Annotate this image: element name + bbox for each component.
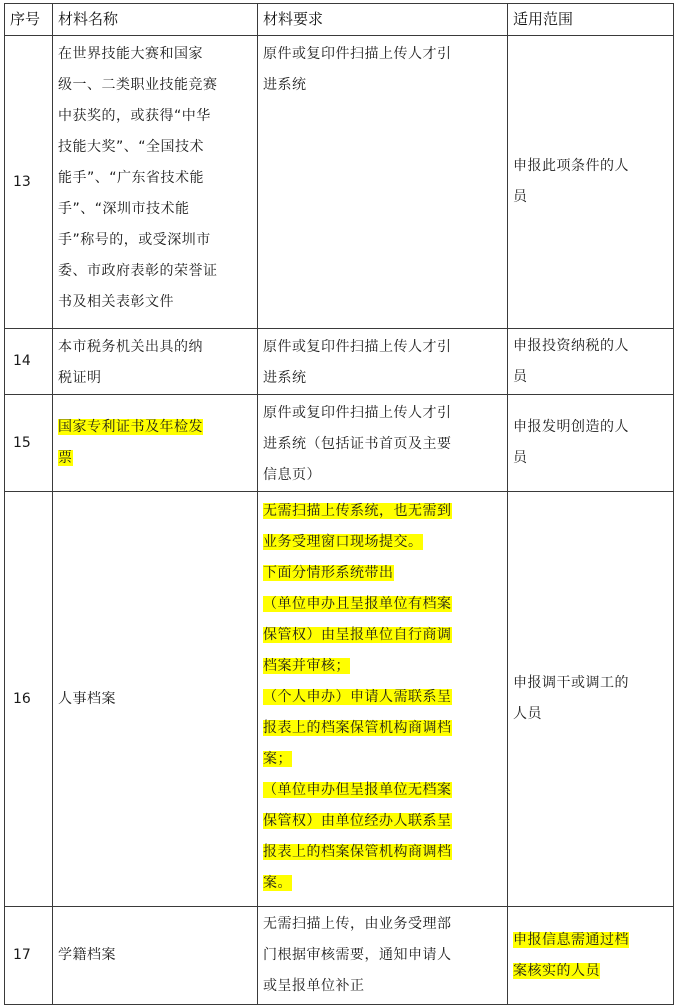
table-row [5,907,674,1005]
header-material-name: 材料名称 [53,4,258,36]
highlighted-text: 国家专利证书及年检发 [58,419,203,435]
highlighted-text: 保管权）由单位经办人联系呈 [263,813,452,829]
text-line: 申报调干或调工的 [513,675,629,691]
materials-table [4,3,674,1005]
text-line: 学籍档案 [58,947,116,963]
applicable-scope [508,395,674,492]
text-line: 手”、“深圳市技术能 [58,201,190,217]
text-line: 进系统（包括证书首页及主要 [263,436,452,452]
text-line: 在世界技能大赛和国家 [58,46,203,62]
text-line: 原件或复印件扫描上传人才引 [263,339,452,355]
text-line: 人员 [513,706,542,722]
material-requirement [258,492,508,907]
header-no: 序号 [5,4,53,36]
table-row [5,36,674,329]
text-line: 申报此项条件的人 [513,158,629,174]
material-name [53,395,258,492]
highlighted-text: 保管权）由呈报单位自行商调 [263,627,452,643]
text-line: 申报发明创造的人 [513,419,629,435]
highlighted-text: 业务受理窗口现场提交。 [263,534,423,550]
text-line: 手”称号的，或受深圳市 [58,232,211,248]
text-line: 进系统 [263,370,307,386]
row-number: 15 [5,395,53,492]
text-line: 员 [513,368,528,385]
material-requirement [258,329,508,395]
table-row [5,492,674,907]
material-name [53,492,258,907]
highlighted-text: 无需扫描上传系统，也无需到 [263,503,452,519]
highlighted-text: 报表上的档案保管机构商调档 [263,844,452,860]
highlighted-text: 报表上的档案保管机构商调档 [263,720,452,736]
header-scope: 适用范围 [508,4,674,36]
highlighted-text: 案核实的人员 [513,962,600,979]
row-number: 13 [5,36,53,329]
header-material-requirement: 材料要求 [258,4,508,36]
material-requirement [258,395,508,492]
text-line: 原件或复印件扫描上传人才引 [263,46,452,62]
applicable-scope [508,36,674,329]
row-number: 14 [5,329,53,395]
highlighted-text: 案； [263,751,292,767]
text-line: 信息页） [263,467,321,483]
material-name [53,907,258,1005]
text-line: 级一、二类职业技能竞赛 [58,77,218,93]
text-line: 书及相关表彰文件 [58,294,174,310]
applicable-scope [508,492,674,907]
applicable-scope [508,329,674,395]
text-line: 无需扫描上传，由业务受理部 [263,916,452,932]
highlighted-text: （单位申办且呈报单位有档案 [263,596,452,612]
highlighted-text: （个人申办）申请人需联系呈 [263,689,452,705]
text-line: 能手”、“广东省技术能 [58,170,205,186]
text-line: 税证明 [58,370,102,386]
text-line: 技能大奖”、“全国技术 [58,139,205,155]
row-number: 17 [5,907,53,1005]
highlighted-text: 案。 [263,875,292,891]
text-line: 员 [513,450,528,466]
material-name [53,329,258,395]
text-line: 或呈报单位补正 [263,978,365,994]
text-line: 中获奖的，或获得“中华 [58,108,211,124]
highlighted-text: （单位申办但呈报单位无档案 [263,782,452,798]
row-number: 16 [5,492,53,907]
highlighted-text: 申报信息需通过档 [513,931,629,948]
text-line: 委、市政府表彰的荣誉证 [58,263,218,279]
text-line: 员 [513,189,528,205]
applicable-scope [508,907,674,1005]
highlighted-text: 档案并审核； [263,658,350,674]
material-requirement [258,36,508,329]
table-row [5,329,674,395]
material-requirement [258,907,508,1005]
text-line: 原件或复印件扫描上传人才引 [263,405,452,421]
text-line: 门根据审核需要，通知申请人 [263,947,452,963]
highlighted-text: 票 [58,450,73,466]
text-line: 进系统 [263,77,307,93]
text-line: 人事档案 [58,690,116,707]
text-line: 本市税务机关出具的纳 [58,339,203,355]
table-row [5,395,674,492]
table-header-row [5,4,674,36]
text-line: 申报投资纳税的人 [513,337,629,354]
material-name [53,36,258,329]
highlighted-text: 下面分情形系统带出 [263,565,394,581]
